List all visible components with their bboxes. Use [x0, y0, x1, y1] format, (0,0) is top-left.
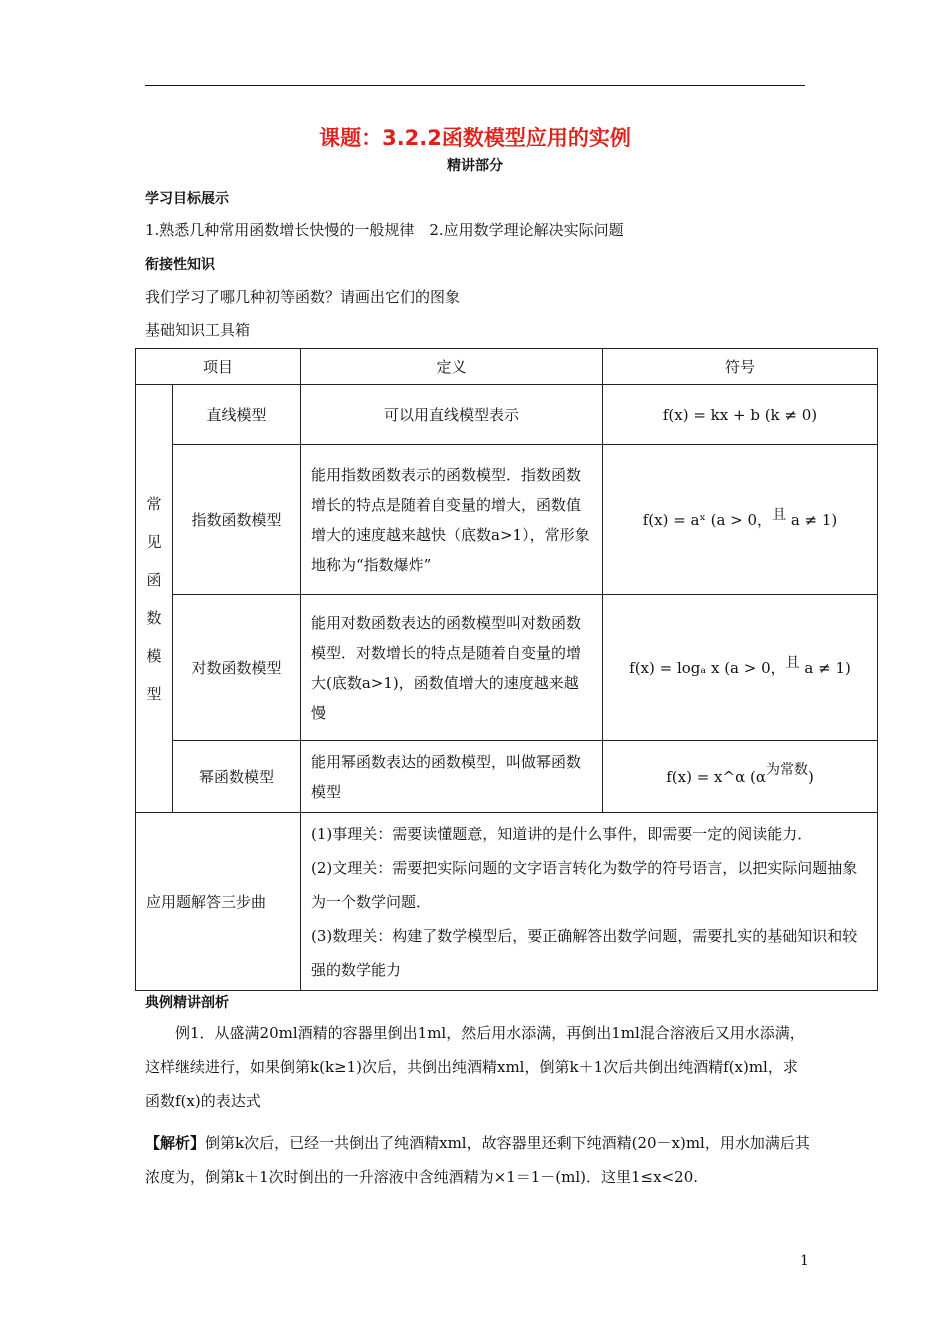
table-row — [136, 595, 878, 741]
table-row — [136, 445, 878, 595]
model-symbol — [603, 445, 878, 595]
category-cell — [136, 385, 173, 813]
page-number: 1 — [800, 1253, 809, 1269]
goals-heading: 学习目标展示 — [145, 191, 229, 207]
model-name: 直线模型 — [173, 385, 301, 445]
category-char: 模 — [146, 646, 162, 665]
category-char: 见 — [146, 532, 162, 551]
category-label — [136, 485, 172, 713]
model-symbol — [603, 741, 878, 813]
header-symbol: 符号 — [603, 349, 878, 385]
header-item: 项目 — [136, 349, 301, 385]
analysis-label: 【解析】 — [145, 1134, 206, 1152]
model-definition: 能用指数函数表示的函数模型．指数函数增长的特点是随着自变量的增大，函数值增大的速度越来越快（底数a>1），常形象地称为“指数爆炸” — [301, 445, 603, 595]
steps-label: 应用题解答三步曲 — [136, 813, 301, 991]
header-definition: 定义 — [301, 349, 603, 385]
goals-text: 1.熟悉几种常用函数增长快慢的一般规律 2.应用数学理论解决实际问题 — [145, 221, 624, 239]
model-definition: 能用幂函数表达的函数模型，叫做幂函数模型 — [301, 741, 603, 813]
qie-text: 且 — [772, 507, 787, 523]
symbol-tail: a ≠ 1) — [790, 511, 838, 529]
bridge-heading: 衔接性知识 — [145, 257, 215, 273]
example-1-text: 例1．从盛满20ml酒精的容器里倒出1ml，然后用水添满，再倒出1ml混合溶液后又用水添满，这样继续进行，如果倒第k(k≥1)次后，共倒出纯酒精xml，倒第k＋1次后共倒出纯酒精f(x)ml，求函数f(x)的表达式 — [145, 1024, 805, 1110]
model-name: 幂函数模型 — [173, 741, 301, 813]
page-subtitle: 精讲部分 — [447, 158, 503, 174]
constant-note: 为常数 — [765, 761, 808, 778]
symbol-main: f(x) = x^α (α — [666, 767, 766, 786]
example-1-analysis — [145, 1126, 810, 1194]
model-name: 指数函数模型 — [173, 445, 301, 595]
category-char: 数 — [146, 608, 162, 627]
example-1 — [145, 1016, 810, 1118]
symbol-tail: a ≠ 1) — [804, 659, 851, 677]
qie-text: 且 — [785, 655, 800, 671]
model-name: 对数函数模型 — [173, 595, 301, 741]
table-row — [136, 741, 878, 813]
symbol-tail: ) — [807, 767, 814, 786]
symbol-main: f(x) = aˣ (a > 0， — [642, 511, 773, 529]
model-definition: 可以用直线模型表示 — [301, 385, 603, 445]
examples-heading: 典例精讲剖析 — [145, 995, 229, 1011]
table-header-row — [136, 349, 878, 385]
page-title: 课题：3.2.2函数模型应用的实例 — [319, 126, 631, 150]
category-char: 常 — [146, 494, 162, 513]
category-char: 型 — [146, 684, 162, 703]
bridge-text: 我们学习了哪几种初等函数？请画出它们的图象 — [145, 288, 461, 306]
symbol-main: f(x) = logₐ x (a > 0， — [629, 659, 786, 677]
step-2: (2)文理关：需要把实际问题的文字语言转化为数学的符号语言，以把实际问题抽象为一个数学问题． — [311, 858, 858, 911]
model-symbol — [603, 595, 878, 741]
analysis-text: 倒第k次后，已经一共倒出了纯酒精xml，故容器里还剩下纯酒精(20－x)ml，用水加满后其浓度为，倒第k＋1次时倒出的一升溶液中含纯酒精为×1＝1－(ml)．这里1≤x<20. — [145, 1134, 810, 1186]
toolbox-label: 基础知识工具箱 — [145, 321, 251, 339]
category-char: 函 — [146, 570, 162, 589]
table-row — [136, 385, 878, 445]
model-definition: 能用对数函数表达的函数模型叫对数函数模型．对数增长的特点是随着自变量的增大(底数a>1)，函数值增大的速度越来越慢 — [301, 595, 603, 741]
knowledge-table — [135, 348, 878, 991]
step-3: (3)数理关：构建了数学模型后，要正确解答出数学问题，需要扎实的基础知识和较强的数学能力 — [311, 926, 858, 979]
table-row — [136, 813, 878, 991]
step-1: (1)事理关：需要读懂题意，知道讲的是什么事件，即需要一定的阅读能力． — [311, 824, 813, 843]
header-rule — [145, 85, 805, 86]
steps-cell — [301, 813, 878, 991]
model-symbol: f(x) = kx + b (k ≠ 0) — [603, 385, 878, 445]
